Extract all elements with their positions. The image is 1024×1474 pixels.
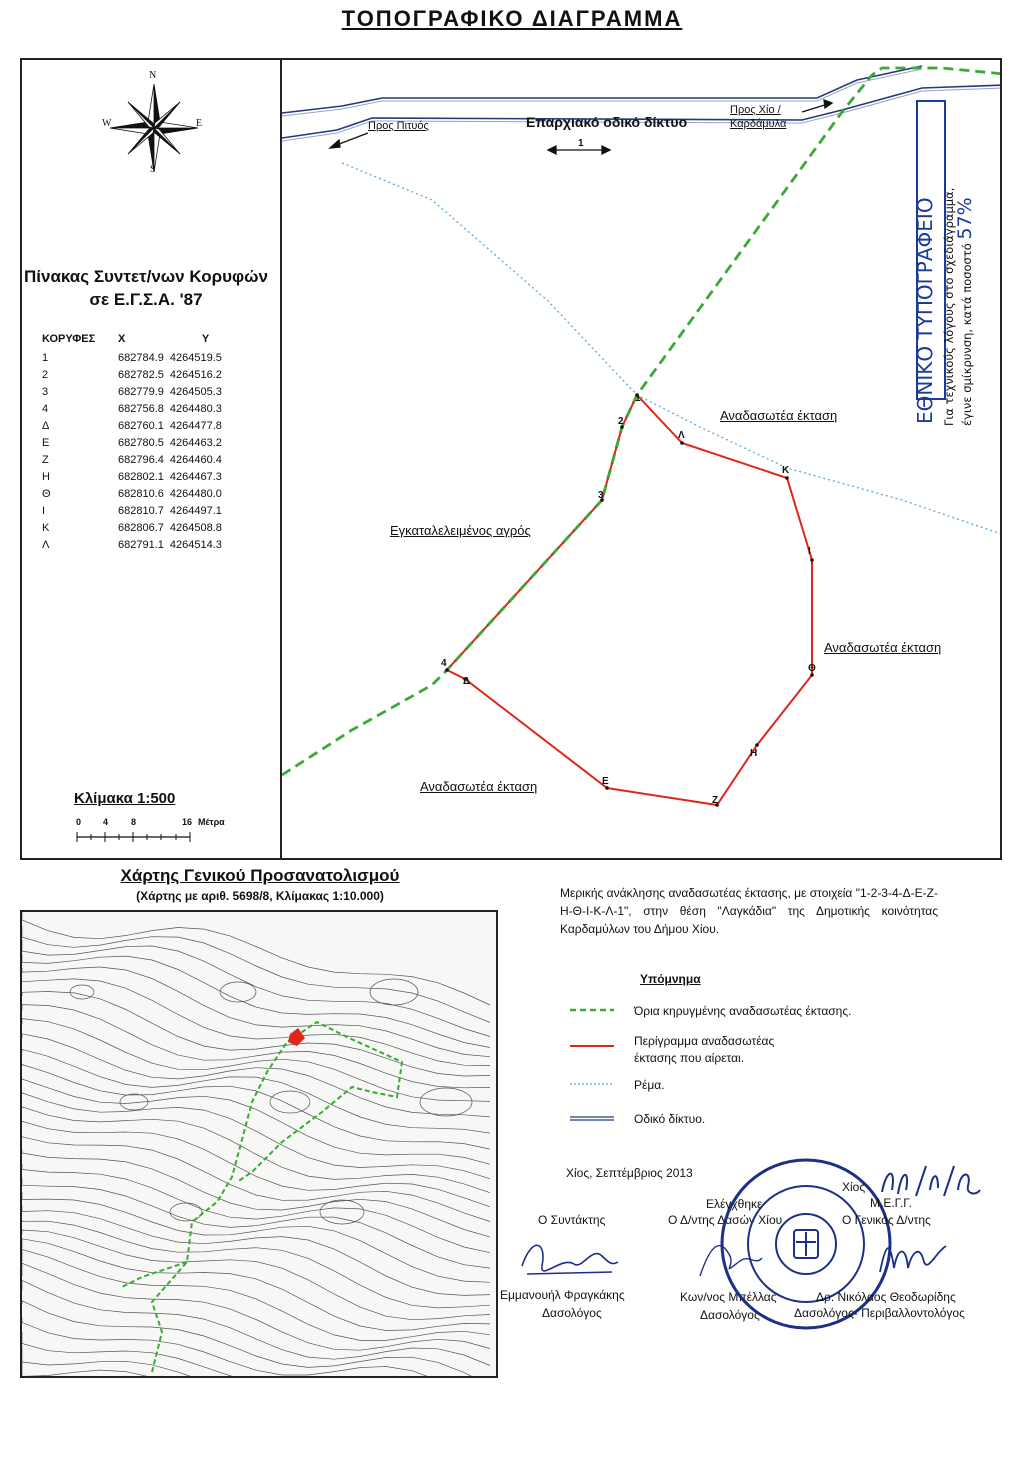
coord-row — [42, 367, 228, 384]
coord-y: 4264480.3 — [169, 403, 222, 415]
legend-label-road: Οδικό δίκτυο. — [634, 1112, 706, 1126]
legend-swatch-revoked — [568, 1042, 616, 1050]
coord-row — [42, 520, 228, 537]
coord-y: 4264460.4 — [169, 454, 222, 466]
coord-row — [42, 469, 228, 486]
coord-y: 4264505.3 — [169, 386, 222, 398]
coord-row — [42, 435, 228, 452]
author-signature — [512, 1226, 622, 1286]
vertex-kappa: Κ — [782, 465, 790, 476]
coord-x: 682791.1 — [118, 539, 164, 551]
coord-y: 4264519.5 — [169, 352, 222, 364]
general-name: Δρ. Νικόλαος Θεοδωρίδης — [816, 1290, 956, 1304]
legend-swatch-stream — [568, 1080, 616, 1088]
legend-swatch-boundary — [568, 1006, 616, 1014]
vertex-2: 2 — [618, 416, 624, 427]
coord-vertex: Θ — [42, 488, 51, 500]
coord-y: 4264516.2 — [169, 369, 222, 381]
checked-label: Ελέγχθηκε — [706, 1197, 763, 1211]
survey-map — [282, 60, 1002, 860]
author-title: Δασολόγος — [542, 1306, 602, 1320]
coordinates-table — [42, 330, 228, 554]
director-name: Κων/νος Μπέλλας — [680, 1290, 777, 1304]
label-reforestation-3: Αναδασωτέα έκταση — [420, 779, 538, 794]
coord-x: 682810.7 — [118, 505, 164, 517]
coord-table-header — [42, 330, 228, 350]
label-to-chios-2: Καρδάμυλα — [730, 118, 787, 130]
label-to-pityos: Προς Πιτυός — [368, 120, 429, 132]
label-abandoned-field: Εγκαταλελειμένος αγρός — [390, 523, 531, 538]
author-name: Εμμανουήλ Φραγκάκης — [500, 1288, 625, 1302]
coord-vertex: 3 — [42, 386, 49, 398]
scale-label: Κλίμακα 1:500 — [74, 790, 176, 807]
coord-vertex: Ζ — [42, 454, 49, 466]
coord-y: 4264514.3 — [169, 539, 222, 551]
coord-row — [42, 418, 228, 435]
coord-y: 4264508.8 — [169, 522, 222, 534]
author-role: Ο Συντάκτης — [538, 1213, 606, 1227]
coord-row — [42, 503, 228, 520]
declared-boundary-line — [282, 68, 1002, 775]
legend-label-boundary: Όρια κηρυγμένης αναδασωτέας έκτασης. — [634, 1004, 852, 1018]
coord-row — [42, 452, 228, 469]
coord-vertex: 2 — [42, 369, 49, 381]
coord-row — [42, 350, 228, 367]
vertex-epsilon: Ε — [602, 776, 609, 787]
compass-w: W — [102, 118, 112, 129]
overview-title-main: Χάρτης Γενικού Προσανατολισμού — [120, 866, 400, 885]
overview-title — [20, 866, 500, 903]
coord-vertex: 4 — [42, 403, 49, 415]
vertex-theta: Θ — [808, 663, 816, 674]
coord-x: 682802.1 — [118, 471, 164, 483]
stamp-line2: έγινε σμίκρυνση, κατά ποσοστό — [960, 243, 974, 426]
overview-subtitle: (Χάρτης με αριθ. 5698/8, Κλίμακας 1:10.000) — [136, 889, 384, 903]
coord-row — [42, 401, 228, 418]
overview-map — [20, 910, 498, 1378]
coord-y: 4264467.3 — [169, 471, 222, 483]
coord-vertex: Λ — [42, 539, 50, 551]
description: Μερικής ανάκλησης αναδασωτέας έκτασης, με στοιχεία "1-2-3-4-Δ-Ε-Ζ-Η-Θ-Ι-Κ-Λ-1", στην θέση "Λαγκάδια" της Δημοτικής κοινότητας Καρδαμύλων του Δήμου Χίου. — [560, 886, 938, 936]
vertex-3: 3 — [598, 490, 604, 501]
coord-x: 682784.9 — [118, 352, 164, 364]
coord-y: 4264463.2 — [169, 437, 222, 449]
meggr-label: Μ.Ε.Γ.Γ. — [870, 1196, 912, 1210]
coord-row — [42, 537, 228, 554]
header-y: Y — [201, 333, 210, 345]
director-title: Δασολόγος — [700, 1308, 760, 1322]
coord-vertex: Ε — [42, 437, 50, 449]
place-date: Χίος, Σεπτέμβριος 2013 — [566, 1166, 693, 1180]
coord-table-title-line2: σε Ε.Γ.Σ.Α. '87 — [89, 290, 203, 309]
coord-row — [42, 384, 228, 401]
road-upper-shadow — [282, 69, 922, 116]
coord-vertex: Η — [42, 471, 50, 483]
coord-vertex: Κ — [42, 522, 50, 534]
vertex-eta: Η — [750, 748, 758, 759]
survey-map-panel — [280, 58, 1002, 860]
coord-vertex: Δ — [42, 420, 50, 432]
legend-label-stream: Ρέμα. — [634, 1078, 665, 1092]
stamp-name: ΕΘΝΙΚΟ ΤΥΠΟΓΡΑΦΕΙΟ — [913, 197, 937, 424]
coord-vertex: 1 — [42, 352, 49, 364]
coord-table-title — [10, 265, 282, 311]
coord-x: 682760.1 — [118, 420, 164, 432]
national-printing-stamp — [912, 100, 1002, 426]
coord-y: 4264477.8 — [169, 420, 222, 432]
legend-swatch-road — [568, 1114, 616, 1124]
coord-x: 682756.8 — [118, 403, 164, 415]
coord-y: 4264480.0 — [169, 488, 222, 500]
label-reforestation-2: Αναδασωτέα έκταση — [824, 640, 942, 655]
legend-label-revoked-2: έκτασης που αίρεται. — [634, 1051, 745, 1065]
legend-label-revoked-1: Περίγραμμα αναδασωτέας — [634, 1034, 775, 1048]
place-2: Χίος — [842, 1180, 866, 1194]
general-signature — [872, 1232, 952, 1282]
scale-tick-4: 4 — [103, 817, 109, 827]
label-to-chios-1: Προς Χίο / — [730, 104, 781, 116]
label-vertex-1-road: 1 — [578, 138, 584, 149]
scale-unit: Μέτρα — [198, 817, 225, 827]
coord-y: 4264497.1 — [169, 505, 222, 517]
vertex-lambda: Λ — [678, 430, 685, 441]
scale-tick-8: 8 — [131, 817, 137, 827]
general-title: Δασολόγος- Περιβαλλοντολόγος — [794, 1306, 965, 1320]
topo-contours — [22, 912, 498, 1378]
general-role: Ο Γενικός Δ/ντης — [842, 1213, 931, 1227]
scale-tick-0: 0 — [76, 817, 82, 827]
coordinates-panel — [20, 58, 282, 860]
coord-x: 682779.9 — [118, 386, 164, 398]
vertex-1: 1 — [635, 393, 641, 404]
vertex-delta: Δ — [463, 676, 471, 687]
header-x: X — [118, 333, 126, 345]
bottom-panel — [20, 858, 1000, 859]
coord-x: 682796.4 — [118, 454, 164, 466]
label-reforestation-1: Αναδασωτέα έκταση — [720, 408, 838, 423]
vertex-zeta: Ζ — [712, 795, 719, 806]
scale-bar — [76, 831, 196, 843]
compass-s: S — [150, 164, 156, 175]
label-road-network: Επαρχιακό οδικό δίκτυο — [526, 114, 688, 130]
coord-x: 682810.6 — [118, 488, 164, 500]
compass-n: N — [149, 70, 157, 81]
coord-x: 682806.7 — [118, 522, 164, 534]
director-role: Ο Δ/ντης Δασών Χίου — [668, 1213, 783, 1227]
stamp-percent: 57% — [954, 197, 976, 240]
vertex-4: 4 — [441, 658, 447, 669]
stamp-line1: Για τεχνικούς λόγους στο σχεδιάγραμμα, — [942, 187, 956, 426]
compass-e: E — [196, 118, 203, 129]
stamp-line2-wrap — [954, 130, 976, 430]
page-title: ΤΟΠΟΓΡΑΦΙΚΟ ΔΙΑΓΡΑΜΜΑ — [341, 6, 683, 31]
scale-tick-16: 16 — [182, 817, 193, 827]
vertex-iota: Ι — [808, 546, 811, 557]
coord-x: 682782.5 — [118, 369, 164, 381]
coord-row — [42, 486, 228, 503]
coord-x: 682780.5 — [118, 437, 164, 449]
header-vertices: ΚΟΡΥΦΕΣ — [42, 333, 96, 345]
legend-title: Υπόμνημα — [640, 972, 701, 986]
coord-vertex: Ι — [42, 505, 46, 517]
stamp-rotated-text — [912, 130, 1002, 430]
coord-table-title-line1: Πίνακας Συντετ/νων Κορυφών — [23, 267, 268, 286]
